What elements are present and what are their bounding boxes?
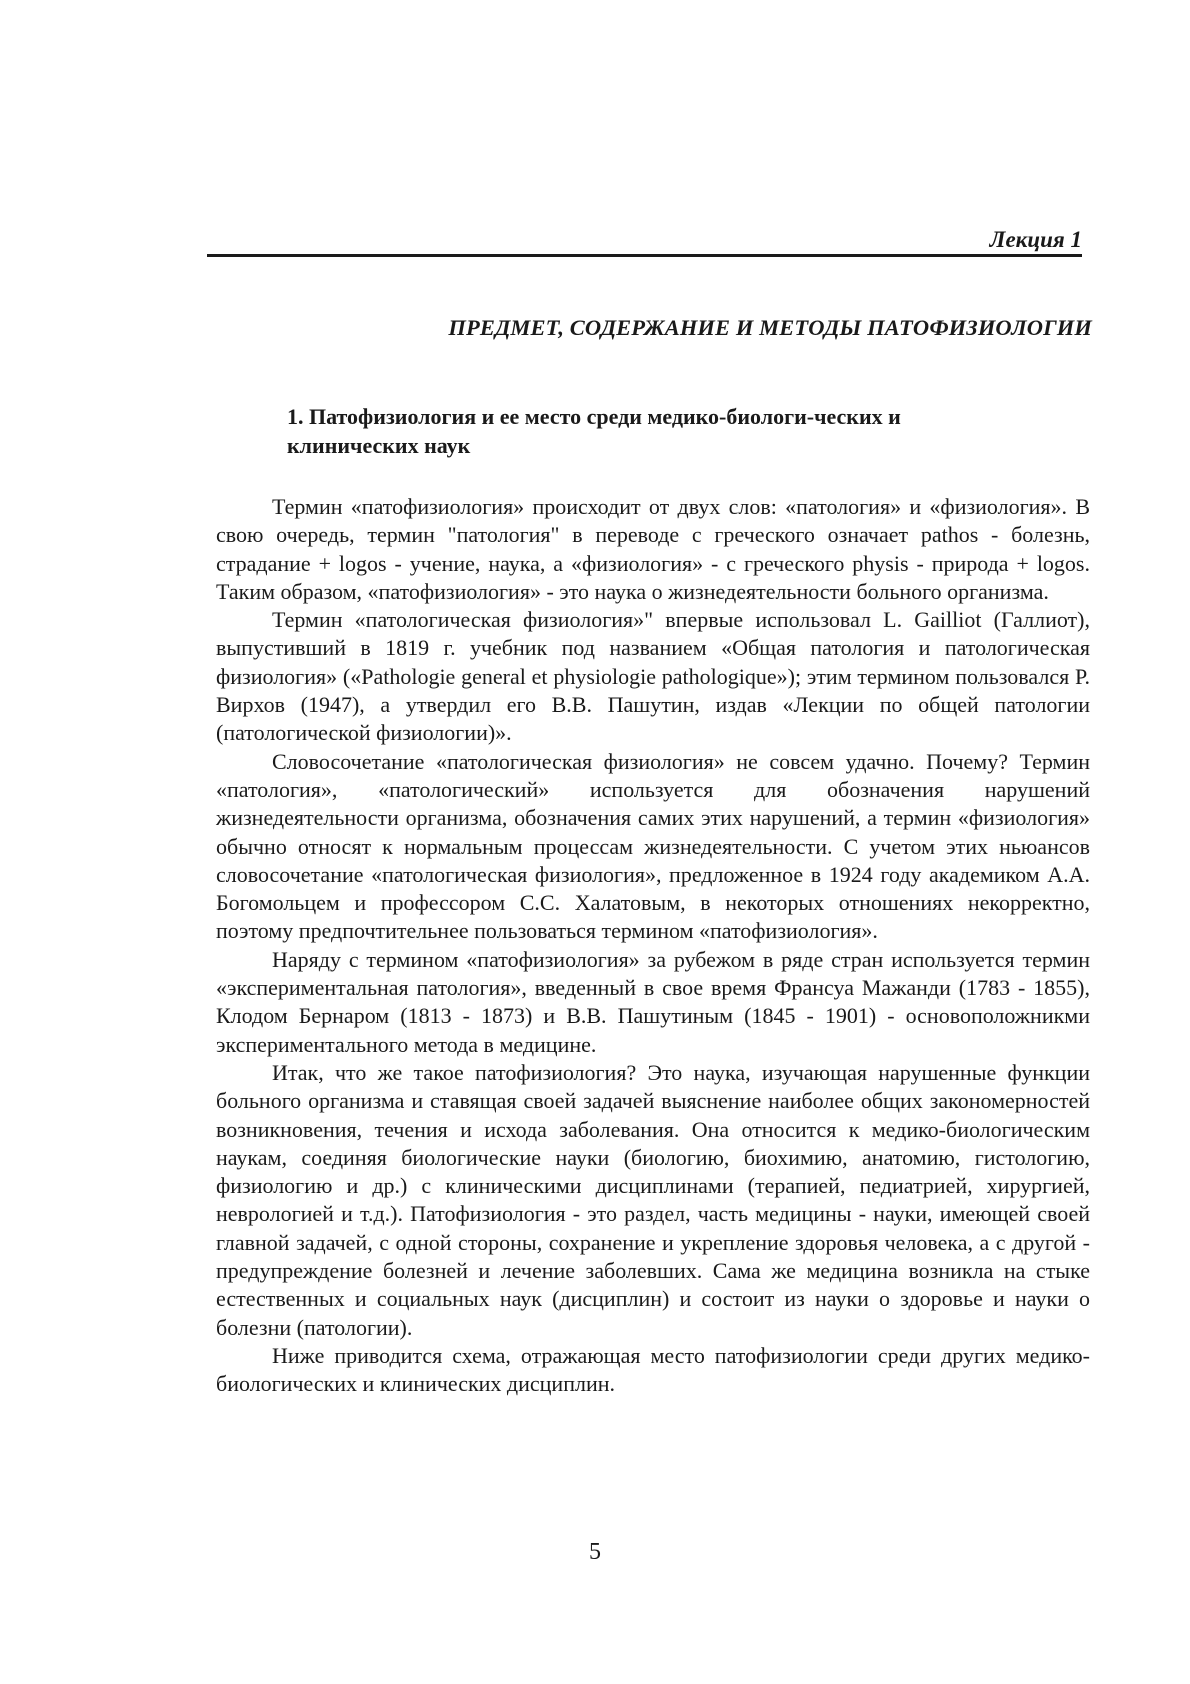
paragraph: Ниже приводится схема, отражающая место патофизиологии среди других медико-биологических и клинических дисциплин.	[216, 1342, 1090, 1397]
paragraph: Термин «патологическая физиология»" впервые использовал L. Gailliot (Галлиот), выпустивший в 1819 г. учебник под названием «Общая патология и патологическая физиология» («Pathologie general et physiologie pathologique»); этим термином пользовался Р. Вирхов (1947), а утвердил его В.В. Пашутин, издав «Лекции по общей патологии (патологической физиологии)».	[216, 607, 1090, 746]
section-heading	[287, 402, 987, 460]
lecture-title: ПРЕДМЕТ, СОДЕРЖАНИЕ И МЕТОДЫ ПАТОФИЗИОЛОГИИ	[448, 315, 1092, 340]
header-rule	[207, 254, 1082, 257]
paragraph: Итак, что же такое патофизиология? Это наука, изучающая нарушенные функции больного организма и ставящая своей задачей выяснение наиболее общих закономерностей возникновения, течения и исхода заболевания. Она относится к медико-биологическим наукам, соединяя биологические науки (биологию, биохимию, анатомию, гистологию, физиологию и др.) с клиническими дисциплинами (терапией, педиатрией, хирургией, неврологией и т.д.). Патофизиология - это раздел, часть медицины - науки, имеющей своей главной задачей, с одной стороны, сохранение и укрепление здоровья человека, а с другой - предупреждение болезней и лечение заболевших. Сама же медицина возникла на стыке естественных и социальных наук (дисциплин) и состоит из науки о здоровье и науки о болезни (патологии).	[216, 1059, 1090, 1340]
paragraph: Термин «патофизиология» происходит от двух слов: «патология» и «физиология». В свою очередь, термин "патология" в переводе с греческого означает pathos - болезнь, страдание + logos - учение, наука, а «физиология» - с греческого physis - природа + logos. Таким образом, «патофизиология» - это наука о жизнедеятельности больного организма.	[216, 494, 1090, 604]
body-text	[216, 493, 1090, 1399]
paragraph: Словосочетание «патологическая физиология» не совсем удачно. Почему? Термин «патология», «патологический» используется для обозначения нарушений жизнедеятельности организма, обозначения самих этих нарушений, а термин «физиология» обычно относят к нормальным процессам жизнедеятельности. С учетом этих ньюансов словосочетание «патологическая физиология», предложенное в 1924 году академиком А.А. Богомольцем и профессором С.С. Халатовым, в некоторых отношениях некорректно, поэтому предпочтительнее пользоваться термином «патофизиология».	[216, 748, 1090, 944]
section-heading-line-2: клинических наук	[287, 433, 471, 458]
paragraph: Наряду с термином «патофизиология» за рубежом в ряде стран используется термин «экспериментальная патология», введенный в свое время Франсуа Мажанди (1783 - 1855), Клодом Бернаром (1813 - 1873) и В.В. Пашутиным (1845 - 1901) - основоположникми экспериментального метода в медицине.	[216, 946, 1090, 1057]
running-header: Лекция 1	[989, 227, 1082, 252]
page-number: 5	[589, 1539, 601, 1565]
section-heading-line-1: 1. Патофизиология и ее место среди медико-биологи-ческих и	[287, 404, 901, 429]
